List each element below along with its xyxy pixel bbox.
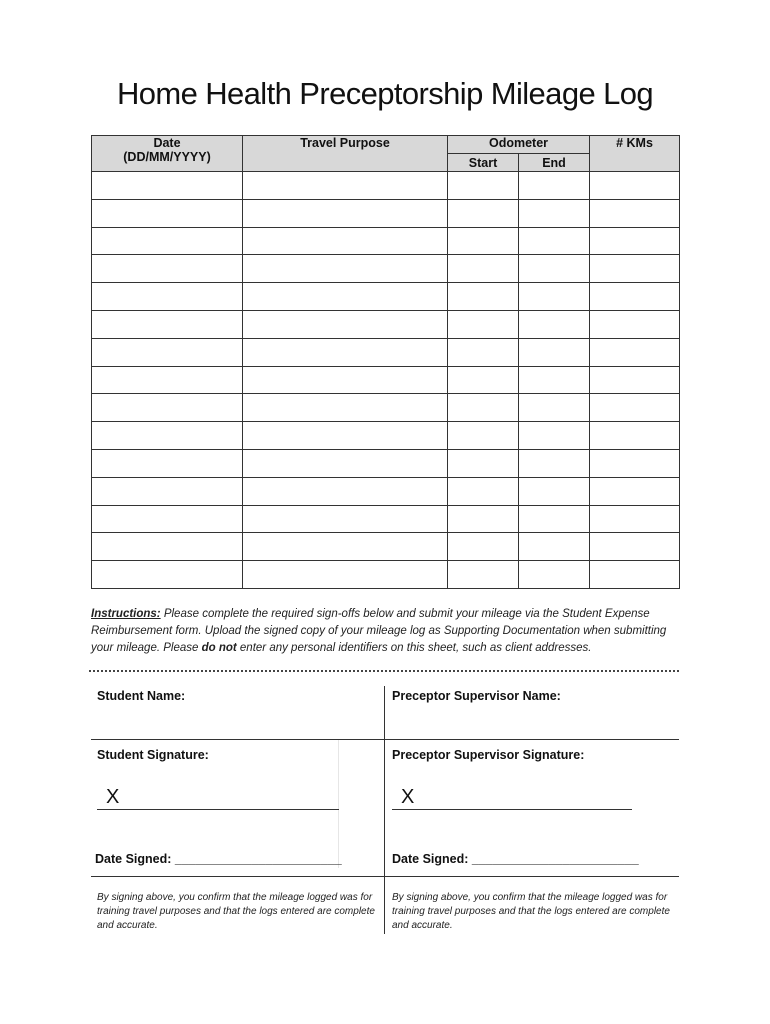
purpose-cell[interactable] <box>243 255 448 283</box>
kms-cell[interactable] <box>590 422 680 450</box>
date-cell[interactable] <box>92 561 243 589</box>
purpose-cell[interactable] <box>243 172 448 200</box>
table-row <box>92 255 680 283</box>
date-cell[interactable] <box>92 422 243 450</box>
date-header <box>92 136 243 172</box>
date-cell[interactable] <box>92 283 243 311</box>
purpose-cell[interactable] <box>243 366 448 394</box>
purpose-cell[interactable] <box>243 477 448 505</box>
table-row <box>92 199 680 227</box>
purpose-cell[interactable] <box>243 283 448 311</box>
odometer-header: Odometer <box>448 136 590 154</box>
odometer-end-header: End <box>519 154 590 172</box>
purpose-cell[interactable] <box>243 310 448 338</box>
table-row <box>92 310 680 338</box>
purpose-cell[interactable] <box>243 505 448 533</box>
odometer-start-cell[interactable] <box>448 505 519 533</box>
preceptor-signature-mark: X <box>401 786 415 808</box>
kms-cell[interactable] <box>590 449 680 477</box>
kms-cell[interactable] <box>590 477 680 505</box>
purpose-header: Travel Purpose <box>243 136 448 172</box>
kms-cell[interactable] <box>590 394 680 422</box>
table-row <box>92 227 680 255</box>
table-row <box>92 533 680 561</box>
odometer-end-cell[interactable] <box>519 338 590 366</box>
instructions-emphasis: do not <box>201 642 237 654</box>
odometer-start-cell[interactable] <box>448 533 519 561</box>
odometer-start-cell[interactable] <box>448 310 519 338</box>
odometer-end-cell[interactable] <box>519 477 590 505</box>
date-cell[interactable] <box>92 310 243 338</box>
odometer-end-cell[interactable] <box>519 227 590 255</box>
odometer-end-cell[interactable] <box>519 533 590 561</box>
odometer-start-cell[interactable] <box>448 227 519 255</box>
table-row <box>92 561 680 589</box>
date-cell[interactable] <box>92 477 243 505</box>
date-cell[interactable] <box>92 505 243 533</box>
table-row <box>92 366 680 394</box>
preceptor-confirmation-text: By signing above, you confirm that the mileage logged was for training travel purposes and that the logs entered are complete and accurate. <box>392 892 670 931</box>
odometer-start-cell[interactable] <box>448 449 519 477</box>
purpose-cell[interactable] <box>243 449 448 477</box>
kms-header: # KMs <box>590 136 680 172</box>
odometer-start-cell[interactable] <box>448 172 519 200</box>
kms-cell[interactable] <box>590 310 680 338</box>
odometer-end-cell[interactable] <box>519 449 590 477</box>
purpose-cell[interactable] <box>243 561 448 589</box>
odometer-start-cell[interactable] <box>448 199 519 227</box>
purpose-cell[interactable] <box>243 338 448 366</box>
instructions-lead: Instructions: <box>91 608 161 620</box>
student-signature-line[interactable] <box>97 809 339 810</box>
odometer-end-cell[interactable] <box>519 394 590 422</box>
mileage-table-body <box>92 172 680 589</box>
kms-cell[interactable] <box>590 227 680 255</box>
preceptor-date-signed[interactable]: Date Signed: ________________________ <box>392 852 639 866</box>
table-row <box>92 338 680 366</box>
student-signature-mark: X <box>106 786 120 808</box>
odometer-end-cell[interactable] <box>519 255 590 283</box>
odometer-start-cell[interactable] <box>448 338 519 366</box>
odometer-end-cell[interactable] <box>519 505 590 533</box>
kms-cell[interactable] <box>590 338 680 366</box>
kms-cell[interactable] <box>590 366 680 394</box>
date-format-label: (DD/MM/YYYY) <box>123 150 211 164</box>
date-cell[interactable] <box>92 449 243 477</box>
preceptor-signature-label: Preceptor Supervisor Signature: <box>392 748 585 762</box>
instructions <box>91 606 691 657</box>
purpose-cell[interactable] <box>243 422 448 450</box>
kms-cell[interactable] <box>590 533 680 561</box>
kms-cell[interactable] <box>590 199 680 227</box>
odometer-start-cell[interactable] <box>448 283 519 311</box>
date-cell[interactable] <box>92 338 243 366</box>
odometer-start-header: Start <box>448 154 519 172</box>
date-cell[interactable] <box>92 366 243 394</box>
date-cell[interactable] <box>92 533 243 561</box>
purpose-cell[interactable] <box>243 533 448 561</box>
odometer-end-cell[interactable] <box>519 283 590 311</box>
table-row <box>92 422 680 450</box>
table-row <box>92 505 680 533</box>
table-row <box>92 394 680 422</box>
odometer-end-cell[interactable] <box>519 310 590 338</box>
purpose-cell[interactable] <box>243 227 448 255</box>
table-row <box>92 283 680 311</box>
odometer-start-cell[interactable] <box>448 477 519 505</box>
preceptor-signature-line[interactable] <box>392 809 632 810</box>
table-row <box>92 172 680 200</box>
table-row <box>92 477 680 505</box>
student-date-signed[interactable]: Date Signed: ________________________ <box>95 852 342 866</box>
odometer-start-cell[interactable] <box>448 561 519 589</box>
signoff-column-divider <box>384 686 385 934</box>
student-name-label: Student Name: <box>97 689 186 703</box>
odometer-end-cell[interactable] <box>519 561 590 589</box>
instructions-text-1: Please complete the required sign-offs below and submit your mileage via the Student Expense Reimbursement form. Upload the signed copy of your mileage log as Supporting Documentation when submitting your mileage. Please <box>91 608 667 654</box>
kms-cell[interactable] <box>590 505 680 533</box>
odometer-start-cell[interactable] <box>448 394 519 422</box>
table-row <box>92 449 680 477</box>
name-row-divider <box>91 739 679 740</box>
instructions-text-2: enter any personal identifiers on this sheet, such as client addresses. <box>236 642 592 654</box>
odometer-end-cell[interactable] <box>519 422 590 450</box>
student-confirmation-text: By signing above, you confirm that the mileage logged was for training travel purposes and that the logs entered are complete and accurate. <box>97 892 375 931</box>
date-header-label: Date <box>153 136 181 150</box>
purpose-cell[interactable] <box>243 394 448 422</box>
date-cell[interactable] <box>92 172 243 200</box>
preceptor-name-label: Preceptor Supervisor Name: <box>392 689 561 703</box>
faint-divider <box>338 740 339 868</box>
date-cell[interactable] <box>92 199 243 227</box>
odometer-start-cell[interactable] <box>448 422 519 450</box>
date-cell[interactable] <box>92 227 243 255</box>
odometer-end-cell[interactable] <box>519 366 590 394</box>
kms-cell[interactable] <box>590 255 680 283</box>
date-cell[interactable] <box>92 394 243 422</box>
student-signature-label: Student Signature: <box>97 748 209 762</box>
odometer-end-cell[interactable] <box>519 199 590 227</box>
kms-cell[interactable] <box>590 172 680 200</box>
odometer-start-cell[interactable] <box>448 255 519 283</box>
odometer-start-cell[interactable] <box>448 366 519 394</box>
date-cell[interactable] <box>92 255 243 283</box>
odometer-end-cell[interactable] <box>519 172 590 200</box>
mileage-table <box>91 135 680 589</box>
dotted-divider <box>89 670 679 672</box>
kms-cell[interactable] <box>590 561 680 589</box>
page-title: Home Health Preceptorship Mileage Log <box>116 76 654 111</box>
date-row-divider <box>91 876 679 877</box>
purpose-cell[interactable] <box>243 199 448 227</box>
kms-cell[interactable] <box>590 283 680 311</box>
